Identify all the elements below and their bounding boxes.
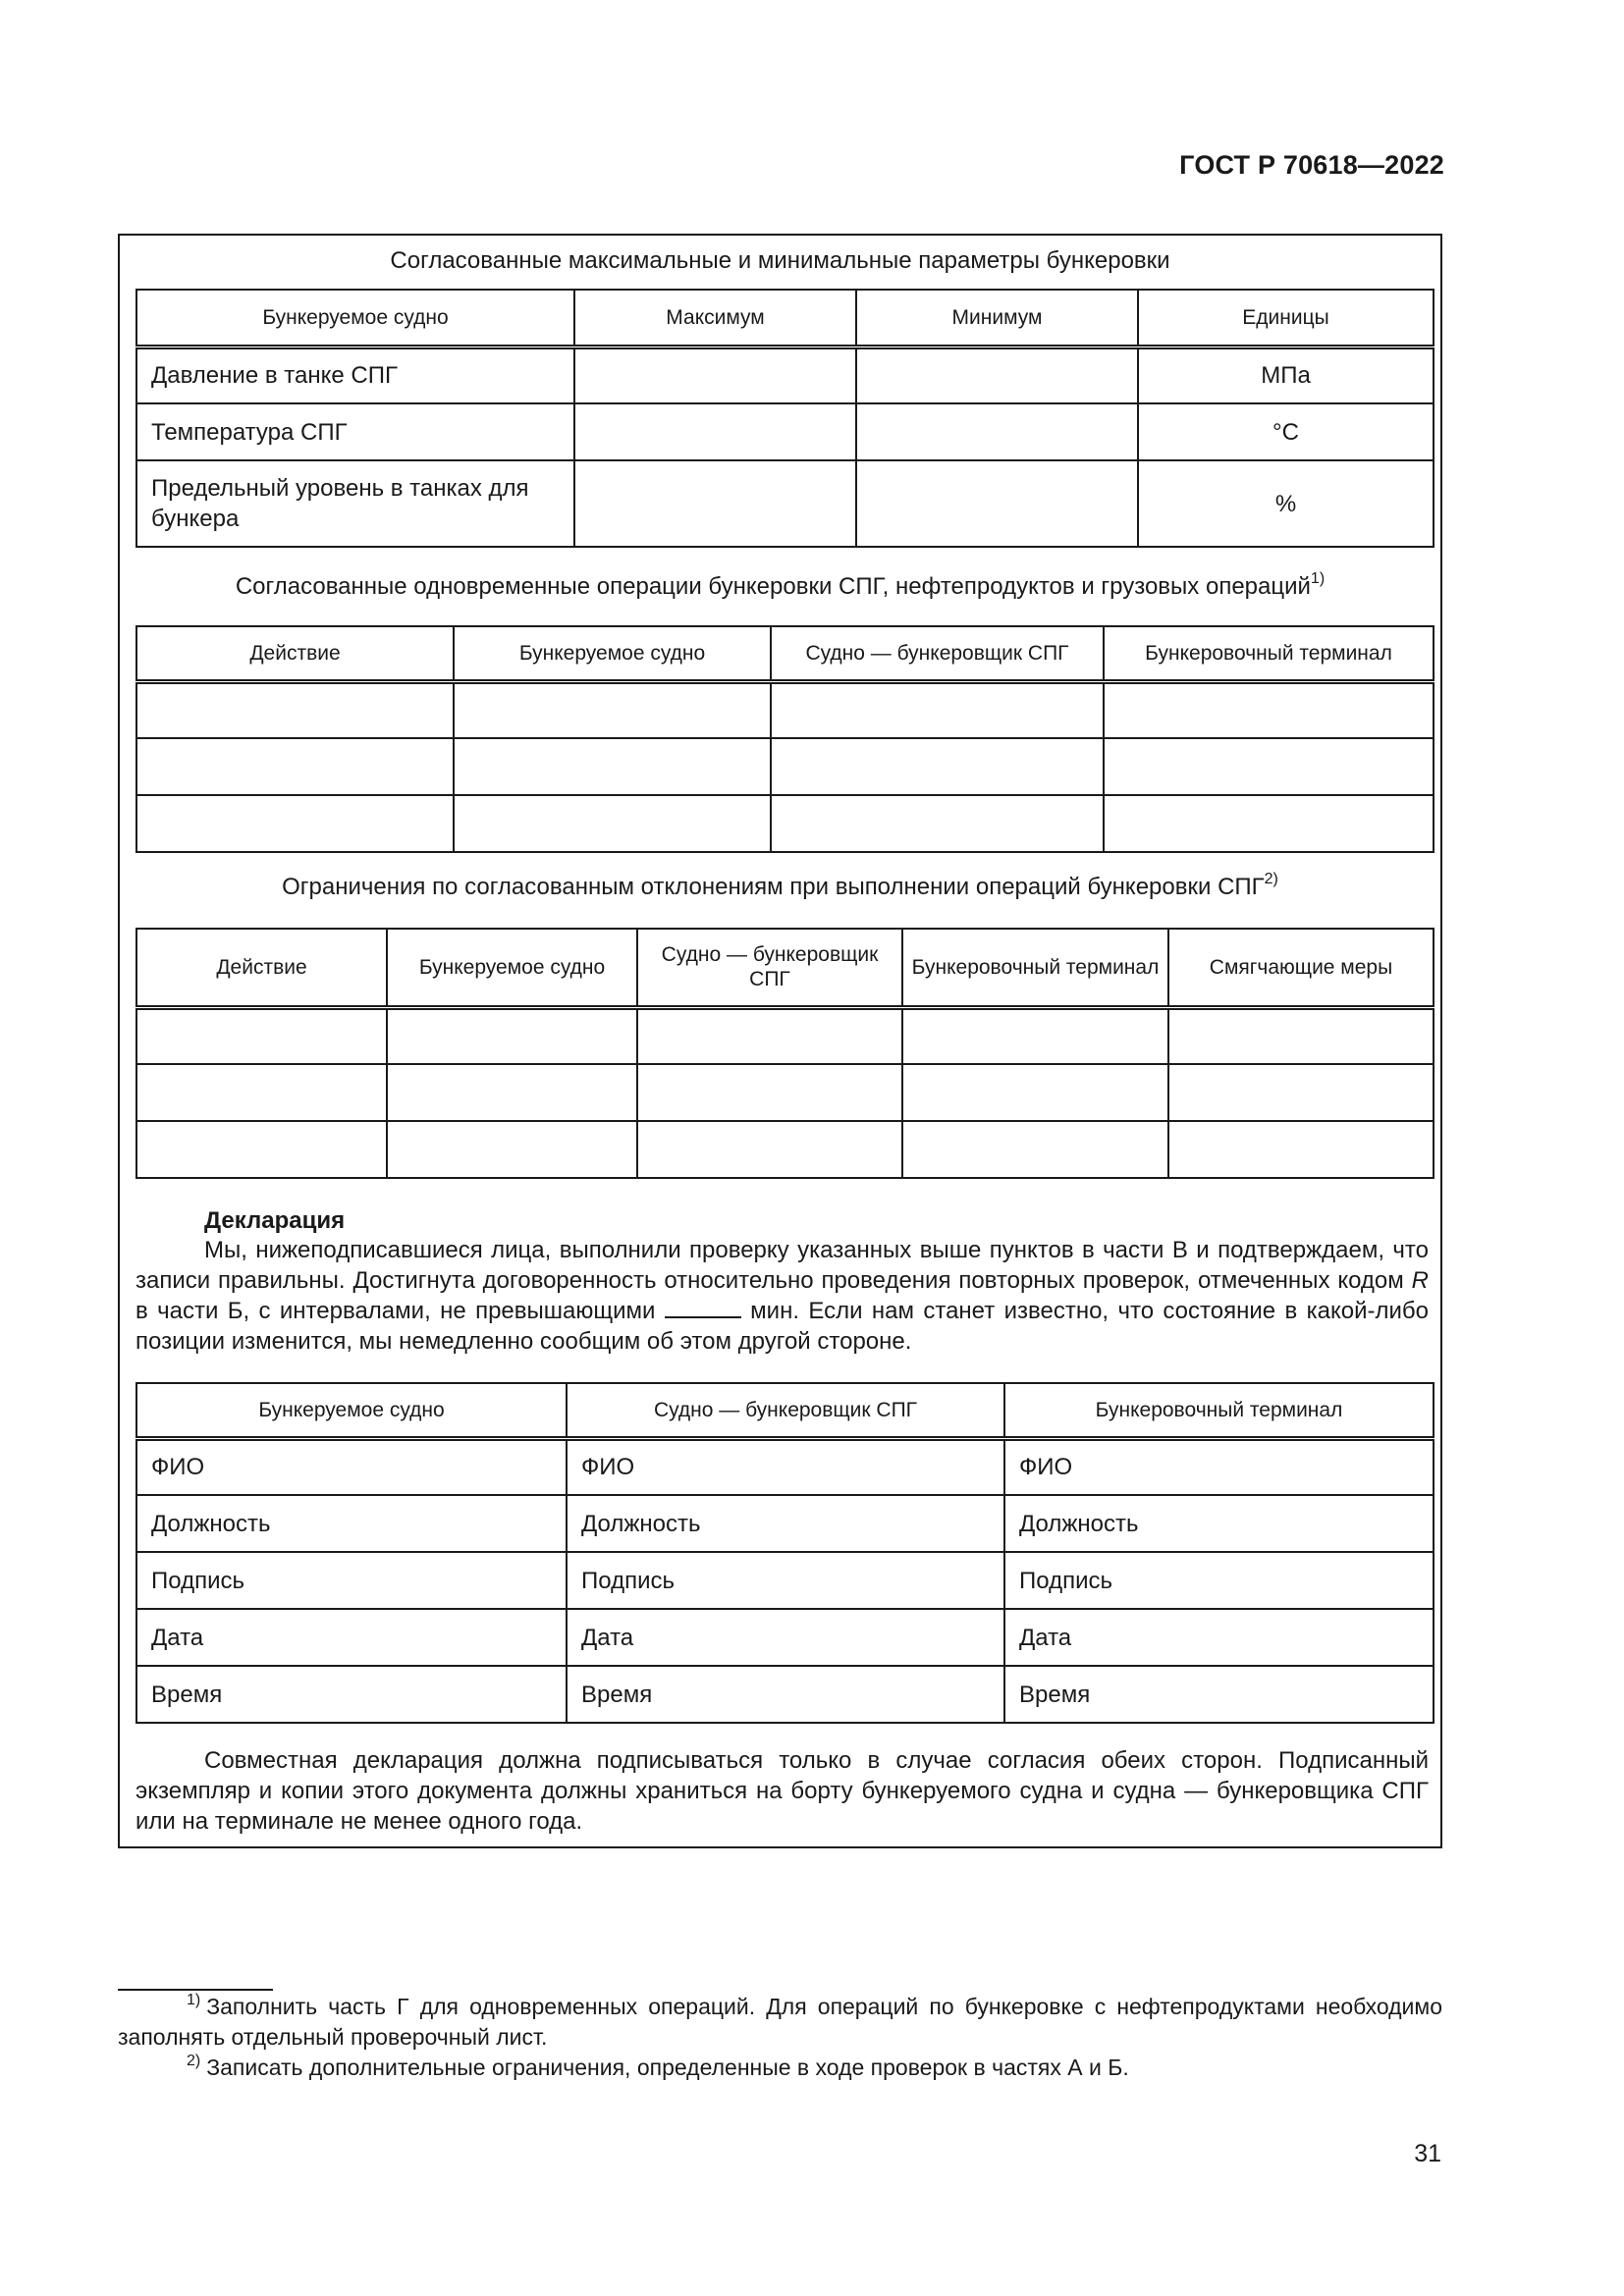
param-max-cell[interactable] xyxy=(574,460,856,547)
sig-field-label[interactable]: Подпись xyxy=(136,1552,567,1609)
empty-cell[interactable] xyxy=(387,1064,637,1121)
dev-col-bunker-ship: Судно — бункеровщик СПГ xyxy=(637,929,902,1007)
footnote-ref-2[interactable]: 2) xyxy=(1264,871,1278,887)
param-min-cell[interactable] xyxy=(856,460,1138,547)
footnote-2 xyxy=(118,2053,1442,2083)
dev-col-terminal: Бункеровочный терминал xyxy=(902,929,1168,1007)
table-row xyxy=(136,1609,1434,1666)
param-max-cell[interactable] xyxy=(574,403,856,460)
footnote-mark: 2) xyxy=(187,2053,201,2069)
empty-cell[interactable] xyxy=(1168,1064,1434,1121)
table-row xyxy=(136,795,1434,852)
deviations-table xyxy=(135,928,1435,1179)
table-row xyxy=(136,1666,1434,1723)
param-unit: МПа xyxy=(1138,347,1434,403)
sig-field-label[interactable]: Должность xyxy=(567,1495,1004,1552)
empty-cell[interactable] xyxy=(136,1064,387,1121)
empty-cell[interactable] xyxy=(902,1064,1168,1121)
sim-col-bunker-ship: Судно — бункеровщик СПГ xyxy=(771,626,1104,681)
simultaneous-caption xyxy=(120,570,1440,601)
simultaneous-caption-text: Согласованные одновременные операции бункеровки СПГ, нефтепродуктов и грузовых операций xyxy=(235,573,1311,600)
table-row xyxy=(136,403,1434,460)
empty-cell[interactable] xyxy=(902,1007,1168,1064)
sig-field-label[interactable]: Дата xyxy=(567,1609,1004,1666)
sig-col-terminal: Бункеровочный терминал xyxy=(1004,1383,1434,1438)
param-max-cell[interactable] xyxy=(574,347,856,403)
sig-field-label[interactable]: Подпись xyxy=(567,1552,1004,1609)
table-row xyxy=(136,738,1434,795)
empty-cell[interactable] xyxy=(1168,1007,1434,1064)
empty-cell[interactable] xyxy=(1104,681,1434,738)
dev-col-vessel: Бункеруемое судно xyxy=(387,929,637,1007)
empty-cell[interactable] xyxy=(637,1064,902,1121)
sig-field-label[interactable]: Время xyxy=(1004,1666,1434,1723)
empty-cell[interactable] xyxy=(136,738,454,795)
sig-col-bunker-ship: Судно — бункеровщик СПГ xyxy=(567,1383,1004,1438)
empty-cell[interactable] xyxy=(387,1121,637,1178)
deviations-caption-text: Ограничения по согласованным отклонениям при выполнении операций бункеровки СПГ xyxy=(282,874,1265,900)
param-min-cell[interactable] xyxy=(856,403,1138,460)
params-table xyxy=(135,289,1435,548)
empty-cell[interactable] xyxy=(771,681,1104,738)
footnote-ref-1[interactable]: 1) xyxy=(1310,570,1326,587)
interval-blank[interactable] xyxy=(665,1301,741,1318)
sig-col-vessel: Бункеруемое судно xyxy=(136,1383,567,1438)
footnotes xyxy=(118,1992,1442,2083)
empty-cell[interactable] xyxy=(454,738,771,795)
empty-cell[interactable] xyxy=(771,795,1104,852)
empty-cell[interactable] xyxy=(136,795,454,852)
empty-cell[interactable] xyxy=(1168,1121,1434,1178)
table-row xyxy=(136,347,1434,403)
declaration-text-part: Мы, нижеподписавшиеся лица, выполнили проверку указанных выше пунктов в части В и подтверждаем, что записи правильны. Достигнута договоренность относительно проведения повторных проверок, отмеченных кодом xyxy=(135,1237,1429,1294)
sig-field-label[interactable]: Подпись xyxy=(1004,1552,1434,1609)
empty-cell[interactable] xyxy=(454,795,771,852)
declaration-text xyxy=(135,1235,1429,1357)
empty-cell[interactable] xyxy=(1104,738,1434,795)
table-row xyxy=(136,1064,1434,1121)
param-label: Предельный уровень в танках для бункера xyxy=(136,460,574,547)
footnote-mark: 1) xyxy=(187,1992,201,2008)
param-label: Температура СПГ xyxy=(136,403,574,460)
footnote-1 xyxy=(118,1992,1442,2053)
param-unit: % xyxy=(1138,460,1434,547)
sig-field-label[interactable]: ФИО xyxy=(1004,1438,1434,1495)
checklist-frame xyxy=(118,234,1442,1848)
sig-field-label[interactable]: Должность xyxy=(136,1495,567,1552)
footnote-text: Заполнить часть Г для одновременных операций. Для операций по бункеровке с нефтепродуктами необходимо заполнять отдельный проверочный лист. xyxy=(118,1994,1442,2050)
table-row xyxy=(136,1552,1434,1609)
simultaneous-table xyxy=(135,625,1435,853)
sim-col-action: Действие xyxy=(136,626,454,681)
param-min-cell[interactable] xyxy=(856,347,1138,403)
page-number: 31 xyxy=(1414,2140,1441,2167)
params-col-units: Единицы xyxy=(1138,290,1434,347)
sig-field-label[interactable]: ФИО xyxy=(567,1438,1004,1495)
empty-cell[interactable] xyxy=(454,681,771,738)
sig-field-label[interactable]: Дата xyxy=(136,1609,567,1666)
empty-cell[interactable] xyxy=(1104,795,1434,852)
declaration-text-part: мин. Если нам станет известно, что состояние в какой-либо позиции изменится, мы немедленно сообщим об этом другой стороне. xyxy=(135,1298,1429,1355)
empty-cell[interactable] xyxy=(136,681,454,738)
empty-cell[interactable] xyxy=(771,738,1104,795)
params-col-max: Максимум xyxy=(574,290,856,347)
joint-declaration-note: Совместная декларация должна подписываться только в случае согласия обеих сторон. Подписанный экземпляр и копии этого документа должны храниться на борту бункеруемого судна и судна — бункеровщика СПГ или на терминале не менее одного года. xyxy=(135,1747,1429,1835)
declaration-title: Декларация xyxy=(204,1207,346,1234)
code-letter: R xyxy=(1411,1267,1429,1294)
sig-field-label[interactable]: Время xyxy=(136,1666,567,1723)
empty-cell[interactable] xyxy=(136,1007,387,1064)
dev-col-mitigation: Смягчающие меры xyxy=(1168,929,1434,1007)
params-caption: Согласованные максимальные и минимальные параметры бункеровки xyxy=(390,247,1170,274)
table-row xyxy=(136,681,1434,738)
table-row xyxy=(136,1495,1434,1552)
sim-col-terminal: Бункеровочный терминал xyxy=(1104,626,1434,681)
table-row xyxy=(136,1438,1434,1495)
declaration-text-part: в части Б, с интервалами, не превышающими xyxy=(135,1298,665,1324)
empty-cell[interactable] xyxy=(136,1121,387,1178)
sig-field-label[interactable]: Должность xyxy=(1004,1495,1434,1552)
dev-col-action: Действие xyxy=(136,929,387,1007)
param-unit: °С xyxy=(1138,403,1434,460)
param-label: Давление в танке СПГ xyxy=(136,347,574,403)
sig-field-label[interactable]: Время xyxy=(567,1666,1004,1723)
sig-field-label[interactable]: ФИО xyxy=(136,1438,567,1495)
signatures-table xyxy=(135,1382,1435,1724)
empty-cell[interactable] xyxy=(902,1121,1168,1178)
deviations-caption xyxy=(120,871,1440,901)
table-row xyxy=(136,1007,1434,1064)
footnote-divider xyxy=(118,1989,273,1991)
sig-field-label[interactable]: Дата xyxy=(1004,1609,1434,1666)
sim-col-vessel: Бункеруемое судно xyxy=(454,626,771,681)
empty-cell[interactable] xyxy=(387,1007,637,1064)
standard-code: ГОСТ Р 70618—2022 xyxy=(1179,150,1444,180)
empty-cell[interactable] xyxy=(637,1007,902,1064)
footnote-text: Записать дополнительные ограничения, определенные в ходе проверок в частях А и Б. xyxy=(206,2055,1129,2080)
table-row xyxy=(136,460,1434,547)
params-col-min: Минимум xyxy=(856,290,1138,347)
empty-cell[interactable] xyxy=(637,1121,902,1178)
params-col-vessel: Бункеруемое судно xyxy=(136,290,574,347)
table-row xyxy=(136,1121,1434,1178)
